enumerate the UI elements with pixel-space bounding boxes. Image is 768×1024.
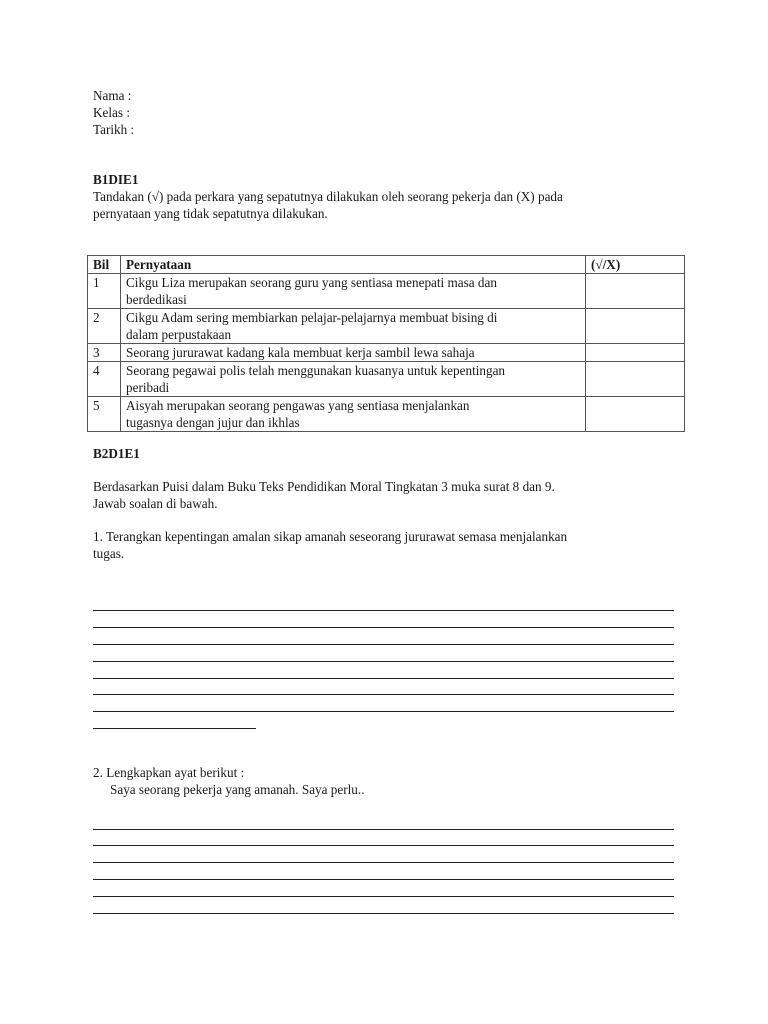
answer-line[interactable] (93, 610, 674, 611)
section2-intro-line1: Berdasarkan Puisi dalam Buku Teks Pendidikan Moral Tingkatan 3 muka surat 8 dan 9. (93, 479, 555, 494)
row-mark-cell[interactable] (586, 274, 685, 309)
question1-line1: 1. Terangkan kepentingan amalan sikap amanah seseorang jururawat semasa menjalankan (93, 529, 568, 544)
row-statement (121, 309, 586, 344)
row-statement (121, 274, 586, 309)
row-bil: 1 (88, 274, 121, 309)
section2-intro-line2: Jawab soalan di bawah. (93, 496, 218, 511)
answer-line[interactable] (93, 879, 674, 880)
row-mark-cell[interactable] (586, 309, 685, 344)
answer-line[interactable] (93, 896, 674, 897)
statement-line: tugasnya dengan jujur dan ikhlas (126, 415, 300, 430)
answer-line[interactable] (93, 694, 674, 695)
table-row (88, 274, 685, 309)
question2-line1: 2. Lengkapkan ayat berikut : (93, 765, 245, 780)
section1-code: B1DIE1 (93, 172, 139, 187)
section1-instruction-line2: pernyataan yang tidak sepatutnya dilakukan. (93, 206, 328, 221)
statement-line: Aisyah merupakan seorang pengawas yang sentiasa menjalankan (126, 398, 470, 413)
statement-table (87, 255, 685, 432)
kelas-label: Kelas : (93, 105, 130, 120)
table-header-row (88, 256, 685, 274)
nama-label: Nama : (93, 88, 132, 103)
row-bil: 4 (88, 362, 121, 397)
table-row (88, 397, 685, 432)
header-bil: Bil (88, 256, 121, 274)
answer-line[interactable] (93, 862, 674, 863)
statement-line: Cikgu Adam sering membiarkan pelajar-pelajarnya membuat bising di (126, 310, 498, 325)
table-row (88, 362, 685, 397)
answer-line[interactable] (93, 711, 674, 712)
statement-line: berdedikasi (126, 292, 187, 307)
row-mark-cell[interactable] (586, 344, 685, 362)
statement-line: Seorang jururawat kadang kala membuat kerja sambil lewa sahaja (126, 345, 475, 360)
header-mark: (√/X) (586, 256, 685, 274)
answer-line[interactable] (93, 829, 674, 830)
statement-line: Cikgu Liza merupakan seorang guru yang sentiasa menepati masa dan (126, 275, 497, 290)
tarikh-label: Tarikh : (93, 122, 135, 137)
answer-line[interactable] (93, 627, 674, 628)
answer-line[interactable] (93, 661, 674, 662)
row-statement (121, 397, 586, 432)
question1-line2: tugas. (93, 546, 125, 561)
statement-line: Seorang pegawai polis telah menggunakan kuasanya untuk kepentingan (126, 363, 506, 378)
answer-line[interactable] (93, 728, 256, 729)
answer-line[interactable] (93, 913, 674, 914)
row-statement (121, 344, 586, 362)
statement-line: peribadi (126, 380, 170, 395)
row-mark-cell[interactable] (586, 397, 685, 432)
row-bil: 3 (88, 344, 121, 362)
question2-line2: Saya seorang pekerja yang amanah. Saya perlu.. (110, 782, 365, 797)
answer-line[interactable] (93, 845, 674, 846)
row-bil: 5 (88, 397, 121, 432)
row-statement (121, 362, 586, 397)
table-row (88, 309, 685, 344)
row-bil: 2 (88, 309, 121, 344)
section2-code: B2D1E1 (93, 446, 140, 461)
table-row (88, 344, 685, 362)
statement-line: dalam perpustakaan (126, 327, 232, 342)
header-pernyataan: Pernyataan (121, 256, 586, 274)
answer-line[interactable] (93, 678, 674, 679)
row-mark-cell[interactable] (586, 362, 685, 397)
section1-instruction-line1: Tandakan (√) pada perkara yang sepatutnya dilakukan oleh seorang pekerja dan (X) pada (93, 189, 563, 204)
answer-line[interactable] (93, 644, 674, 645)
